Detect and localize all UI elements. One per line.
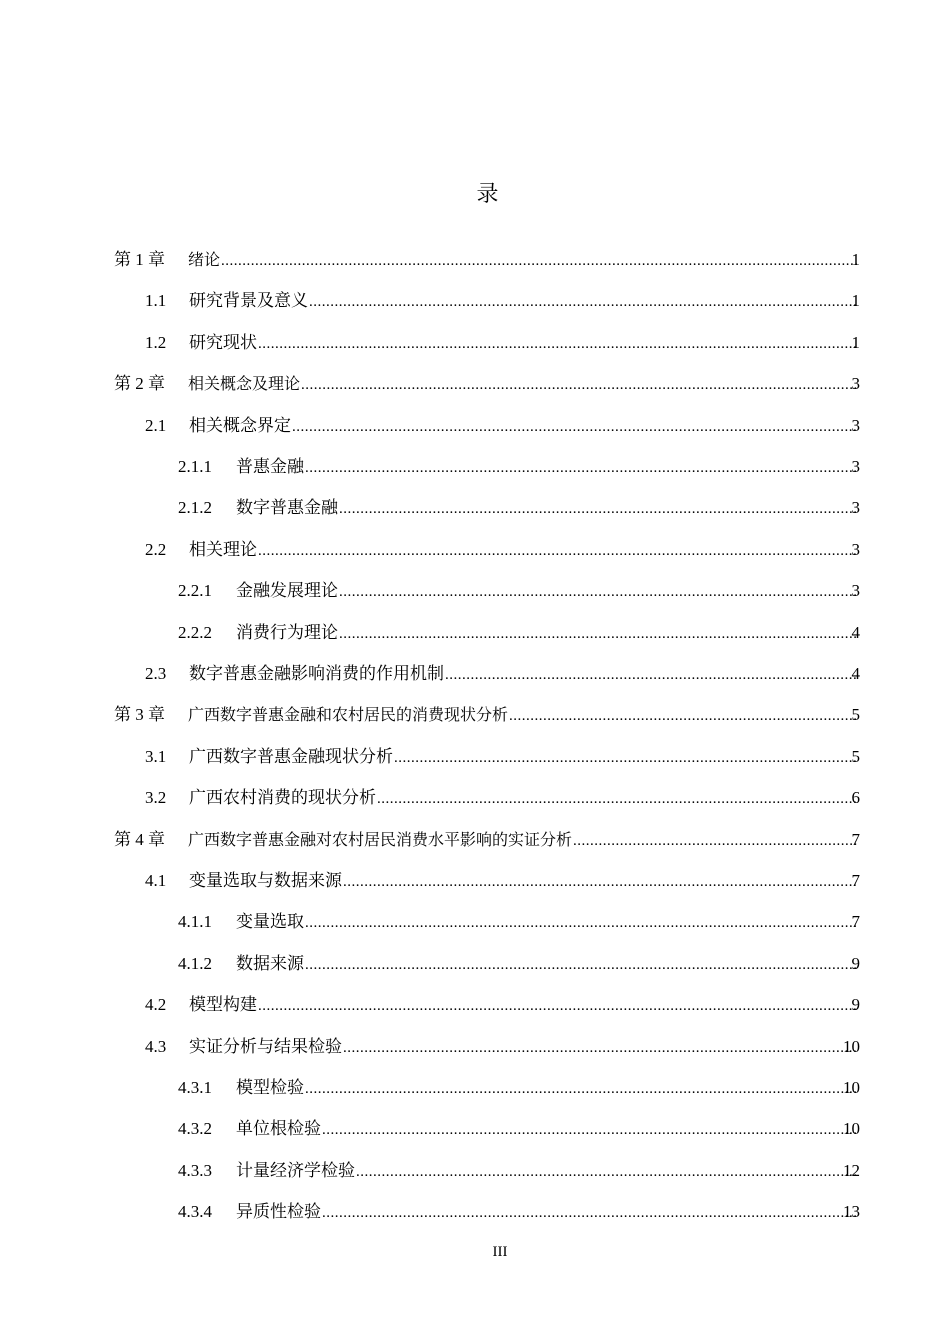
toc-dot-leader [301,371,858,399]
toc-entry[interactable] [0,991,950,1019]
toc-entry-number: 4.1.1 [178,912,212,932]
toc-dot-leader [339,578,858,606]
toc-entry-page-number: 5 [851,705,860,725]
toc-entry-page-number: 4 [851,622,860,642]
toc-entry[interactable] [0,494,950,522]
toc-entry[interactable] [0,867,950,895]
toc-entry[interactable] [0,784,950,812]
toc-dot-leader [322,1199,858,1227]
toc-entry-title-leader [236,1115,858,1144]
toc-entry[interactable] [0,660,950,688]
toc-entry-title: 模型构建 [189,995,257,1015]
toc-entry-number: 第 3 章 [114,705,165,725]
toc-dot-leader [305,1075,858,1103]
page-title: 录 [476,182,499,207]
toc-entry-title-leader [236,1157,858,1186]
toc-entry-page-number: 5 [851,746,860,766]
toc-entry[interactable] [0,1198,950,1226]
toc-entry-page-number: 12 [843,1160,860,1180]
toc-entry[interactable] [0,619,950,647]
toc-entry-title: 研究现状 [189,332,257,352]
toc-dot-leader [221,247,858,275]
toc-entry[interactable] [0,536,950,564]
toc-dot-leader [292,413,858,441]
toc-dot-leader [356,1158,858,1186]
toc-entry-page-number: 3 [851,415,860,435]
toc-entry-title-leader [236,950,858,979]
toc-entry[interactable] [0,1033,950,1061]
toc-entry[interactable] [0,1074,950,1102]
toc-dot-leader [305,454,858,482]
toc-entry-title-leader [236,619,858,648]
toc-entry-title: 数据来源 [236,953,304,973]
toc-entry-title: 研究背景及意义 [189,291,308,311]
toc-entry-number: 4.3.1 [178,1078,212,1097]
toc-entry-title-leader [188,701,858,730]
toc-dot-leader [343,868,858,896]
toc-entry-title: 普惠金融 [236,457,304,476]
footer-page-number: III [492,1244,508,1260]
toc-entry-number: 2.2.1 [178,581,212,601]
toc-entry-title: 绪论 [188,250,221,269]
toc-entry-number: 2.1.2 [178,498,212,518]
toc-entry-number: 2.1.1 [178,457,212,476]
toc-dot-leader [509,702,858,730]
toc-dot-leader [305,951,858,979]
toc-entry-title-leader [236,1198,858,1227]
toc-entry-title-leader [189,743,858,772]
toc-entry[interactable] [0,701,950,729]
toc-entry-title: 相关概念界定 [189,415,291,435]
toc-entry-title-leader [189,991,858,1020]
toc-entry-page-number: 3 [851,581,860,601]
toc-dot-leader [339,620,858,648]
toc-entry-number: 2.3 [145,664,167,683]
toc-entry-page-number: 9 [851,953,860,973]
toc-entry-title-leader [236,494,858,523]
toc-entry-page-number: 4 [851,664,860,683]
toc-entry-title: 变量选取 [236,912,304,932]
toc-entry-page-number: 9 [851,995,860,1015]
toc-entry-number: 3.1 [145,746,167,766]
toc-entry-number: 第 4 章 [114,829,165,849]
toc-entry-page-number: 3 [851,498,860,518]
toc-dot-leader [343,1034,858,1062]
toc-entry-title-leader [236,577,858,606]
toc-dot-leader [322,1116,858,1144]
toc-entry-number: 1.2 [145,332,167,352]
toc-entry-title-leader [189,329,858,358]
toc-entry[interactable] [0,1115,950,1143]
toc-entry[interactable] [0,1157,950,1185]
toc-entry[interactable] [0,826,950,854]
toc-entry-title-leader [236,453,858,482]
toc-entry[interactable] [0,370,950,398]
toc-entry-title: 相关概念及理论 [188,374,301,394]
toc-dot-leader [394,744,858,772]
toc-entry-title: 计量经济学检验 [236,1160,355,1180]
toc-entry[interactable] [0,329,950,357]
toc-dot-leader [258,992,858,1020]
toc-entry-title: 异质性检验 [236,1202,321,1222]
toc-entry-number: 2.1 [145,415,167,435]
toc-entry-page-number: 10 [843,1036,860,1056]
toc-entry-page-number: 3 [851,457,860,476]
toc-entry-page-number: 1 [851,250,860,269]
toc-entry-title: 相关理论 [189,539,257,559]
toc-entry-title: 模型检验 [236,1078,304,1097]
toc-entry[interactable] [0,412,950,440]
toc-entry-title-leader [189,784,858,813]
toc-entry-title: 单位根检验 [236,1119,321,1139]
toc-dot-leader [305,909,858,937]
toc-entry-title: 广西数字普惠金融现状分析 [189,746,393,766]
toc-entry-title: 广西数字普惠金融和农村居民的消费现状分析 [188,705,509,725]
toc-entry-number: 4.3.3 [178,1160,212,1180]
toc-entry-title-leader [188,826,858,855]
toc-entry-page-number: 7 [851,829,860,849]
toc-entry-title-leader [189,867,858,896]
toc-entry-title: 实证分析与结果检验 [189,1036,342,1056]
toc-entry-number: 4.1.2 [178,953,212,973]
toc-entry-page-number: 6 [851,788,860,808]
toc-entry[interactable] [0,246,950,274]
toc-entry-title: 数字普惠金融 [236,498,338,518]
toc-entry-number: 1.1 [145,291,167,311]
toc-entry-number: 4.2 [145,995,167,1015]
toc-entry-page-number: 10 [843,1078,860,1097]
toc-entry[interactable] [0,908,950,936]
toc-entry-title-leader [236,1074,858,1103]
toc-entry-number: 第 2 章 [114,374,165,394]
toc-entry-title: 广西农村消费的现状分析 [189,788,376,808]
toc-entry[interactable] [0,743,950,771]
toc-entry-number: 4.1 [145,871,167,890]
toc-entry-page-number: 1 [851,291,860,311]
toc-entry-title-leader [189,1033,858,1062]
toc-entry[interactable] [0,287,950,315]
toc-entry-number: 2.2 [145,539,167,559]
toc-entry-page-number: 3 [851,374,860,394]
toc-entry-number: 4.3 [145,1036,167,1056]
toc-entry[interactable] [0,950,950,978]
toc-entry-title: 金融发展理论 [236,581,338,601]
toc-dot-leader [573,827,858,855]
toc-entry-title: 消费行为理论 [236,622,338,642]
toc-entry-number: 第 1 章 [114,250,165,269]
toc-entry[interactable] [0,453,950,481]
toc-entry-title-leader [188,246,858,275]
toc-entry[interactable] [0,577,950,605]
toc-entry-page-number: 7 [851,912,860,932]
toc-entry-title-leader [236,908,858,937]
toc-entry-title-leader [189,660,858,689]
toc-entry-title: 广西数字普惠金融对农村居民消费水平影响的实证分析 [188,829,573,849]
toc-entry-title-leader [189,536,858,565]
toc-entry-number: 2.2.2 [178,622,212,642]
toc-entry-page-number: 3 [851,539,860,559]
toc-dot-leader [339,495,858,523]
toc-entry-number: 3.2 [145,788,167,808]
toc-entry-title-leader [188,370,858,399]
toc-entry-page-number: 10 [843,1119,860,1139]
toc-entry-page-number: 1 [851,332,860,352]
toc-dot-leader [309,288,858,316]
toc-dot-leader [258,330,858,358]
toc-entry-title: 数字普惠金融影响消费的作用机制 [189,664,444,683]
toc-entry-page-number: 13 [843,1202,860,1222]
toc-dot-leader [258,537,858,565]
toc-entry-title: 变量选取与数据来源 [189,871,342,890]
toc-entry-number: 4.3.2 [178,1119,212,1139]
toc-entry-title-leader [189,412,858,441]
toc-entry-number: 4.3.4 [178,1202,212,1222]
toc-entry-page-number: 7 [851,871,860,890]
toc-dot-leader [445,661,858,689]
toc-dot-leader [377,785,858,813]
toc-entry-title-leader [189,287,858,316]
